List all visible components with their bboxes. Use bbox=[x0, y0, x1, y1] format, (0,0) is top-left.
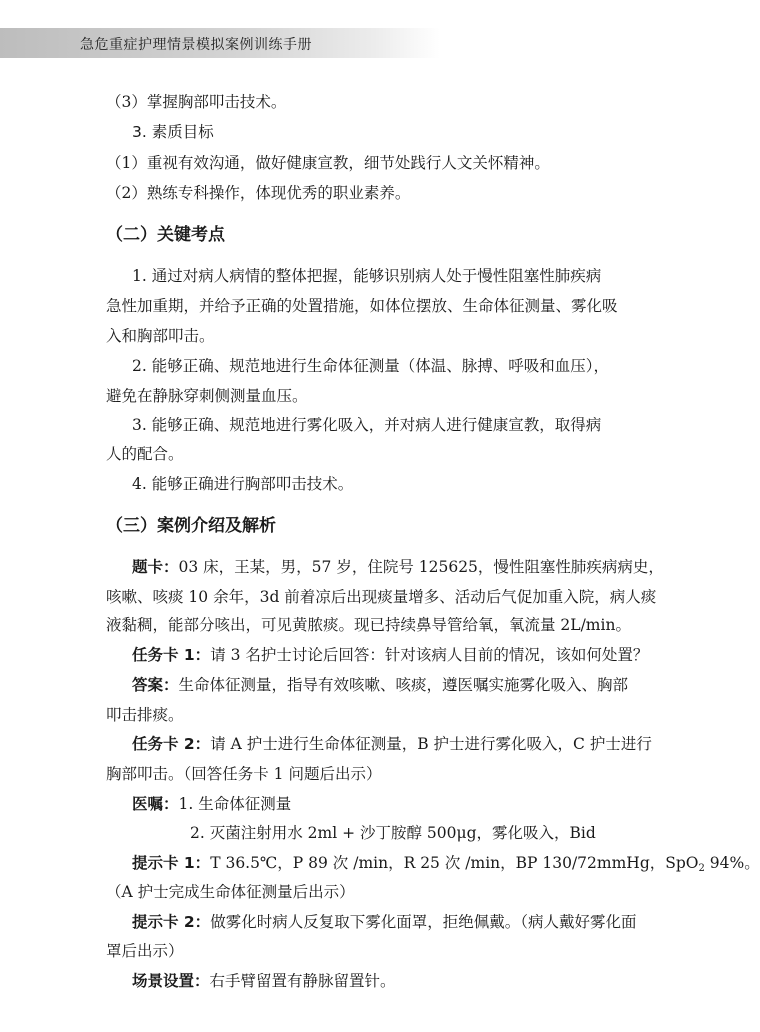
hint-card-2-line-2: 罩后出示） bbox=[106, 942, 184, 960]
task-card-2-text: 请 A 护士进行生命体征测量，B 护士进行雾化吸入，C 护士进行 bbox=[210, 735, 652, 753]
quality-objective-2: （2）熟练专科操作，体现优秀的职业素养。 bbox=[106, 184, 411, 202]
task-card-2-label: 任务卡 2： bbox=[132, 735, 211, 753]
hint-card-2-label: 提示卡 2： bbox=[132, 913, 211, 931]
task-card-1-text: 请 3 名护士讨论后回答：针对该病人目前的情况，该如何处置？ bbox=[210, 646, 649, 664]
key-point-3-line-2: 人的配合。 bbox=[106, 445, 184, 463]
quality-objective-1: （1）重视有效沟通，做好健康宣教，细节处践行人文关怀精神。 bbox=[106, 154, 550, 172]
hint-card-1-line-2: （A 护士完成生命体征测量后出示） bbox=[106, 883, 355, 901]
hint-card-2-line-1 bbox=[132, 912, 636, 932]
task-card-1-label: 任务卡 1： bbox=[132, 646, 211, 664]
key-point-2-line-1: 2. 能够正确、规范地进行生命体征测量（体温、脉搏、呼吸和血压）， bbox=[132, 357, 609, 375]
task-card-2-line-1 bbox=[132, 734, 652, 754]
hint-card-1-label: 提示卡 1： bbox=[132, 854, 211, 872]
spo2-subscript: 2 bbox=[698, 863, 705, 874]
key-point-3-line-1: 3. 能够正确、规范地进行雾化吸入，并对病人进行健康宣教，取得病 bbox=[132, 416, 602, 434]
topic-card-label: 题卡： bbox=[132, 558, 179, 576]
answer-line-1 bbox=[132, 675, 628, 695]
orders-label: 医嘱： bbox=[132, 795, 179, 813]
key-point-1-line-2: 急性加重期，并给予正确的处置措施，如体位摆放、生命体征测量、雾化吸 bbox=[106, 297, 618, 315]
answer-label: 答案： bbox=[132, 676, 179, 694]
key-point-1-line-3: 入和胸部叩击。 bbox=[106, 327, 215, 345]
hint-card-1-line-1 bbox=[132, 853, 760, 879]
skill-objective-3: （3）掌握胸部叩击技术。 bbox=[106, 93, 287, 111]
topic-card-text: 03 床，王某，男，57 岁，住院号 125625，慢性阻塞性肺疾病病史， bbox=[178, 558, 664, 576]
case-heading: （三）案例介绍及解析 bbox=[106, 516, 276, 536]
answer-line-2: 叩击排痰。 bbox=[106, 706, 184, 724]
topic-card-line-1 bbox=[132, 557, 664, 577]
task-card-1 bbox=[132, 645, 648, 665]
orders-line-1 bbox=[132, 794, 291, 814]
scene-setting-label: 场景设置： bbox=[132, 972, 210, 990]
topic-card-line-3: 液黏稠，能部分咳出，可见黄脓痰。现已持续鼻导管给氧，氧流量 2L/min。 bbox=[106, 616, 631, 634]
order-2: 2. 灭菌注射用水 2ml + 沙丁胺醇 500μg，雾化吸入，Bid bbox=[190, 824, 596, 842]
task-card-2-line-2: 胸部叩击。（回答任务卡 1 问题后出示） bbox=[106, 765, 382, 783]
key-points-heading: （二）关键考点 bbox=[106, 225, 225, 245]
answer-text: 生命体征测量，指导有效咳嗽、咳痰，遵医嘱实施雾化吸入、胸部 bbox=[178, 676, 629, 694]
hint-card-1-spo2-value: 94%。 bbox=[704, 854, 760, 872]
order-1: 1. 生命体征测量 bbox=[178, 795, 292, 813]
running-header-title: 急危重症护理情景模拟案例训练手册 bbox=[80, 37, 312, 53]
hint-card-2-text: 做雾化时病人反复取下雾化面罩，拒绝佩戴。（病人戴好雾化面 bbox=[210, 913, 637, 931]
hint-card-1-vitals: T 36.5℃，P 89 次 /min，R 25 次 /min，BP 130/72mmHg，SpO bbox=[210, 854, 699, 872]
topic-card-line-2: 咳嗽、咳痰 10 余年，3d 前着凉后出现痰量增多、活动后气促加重入院，病人痰 bbox=[106, 588, 657, 606]
key-point-1-line-1: 1. 通过对病人病情的整体把握，能够识别病人处于慢性阻塞性肺疾病 bbox=[132, 267, 602, 285]
quality-objectives-heading: 3. 素质目标 bbox=[132, 123, 214, 141]
key-point-2-line-2: 避免在静脉穿刺侧测量血压。 bbox=[106, 387, 308, 405]
key-point-4: 4. 能够正确进行胸部叩击技术。 bbox=[132, 475, 354, 493]
scene-setting-text: 右手臂留置有静脉留置针。 bbox=[209, 972, 396, 990]
scene-setting bbox=[132, 971, 396, 991]
